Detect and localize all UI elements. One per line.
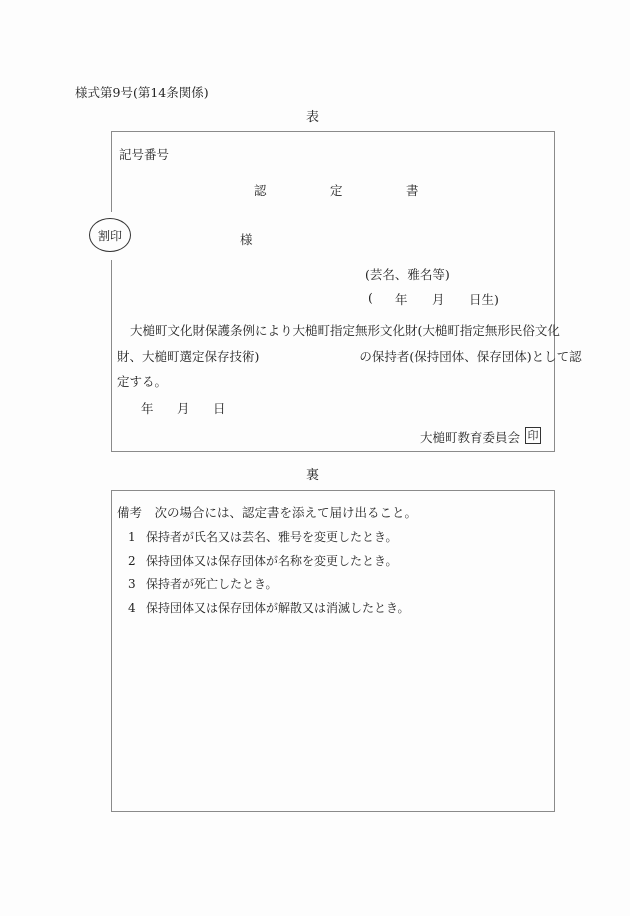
birth-date-line	[368, 290, 499, 308]
birth-day-label: 日生)	[469, 292, 499, 307]
title-char: 定	[330, 183, 343, 198]
addressee-suffix: 様	[240, 232, 253, 247]
certificate-body	[117, 318, 582, 395]
remarks-item-text: 保持者が死亡したとき。	[146, 577, 278, 591]
issue-month-label: 月	[177, 401, 190, 416]
issue-year-label: 年	[141, 401, 154, 416]
title-char: 書	[406, 183, 419, 198]
remarks-item-number: 4	[128, 601, 136, 615]
split-seal-label: 割印	[97, 228, 122, 243]
body-line: 大槌町文化財保護条例により大槌町指定無形文化財(大槌町指定無形民俗文化	[130, 323, 560, 338]
issuer-name: 大槌町教育委員会	[420, 430, 521, 445]
birth-month-label: 月	[432, 292, 445, 307]
remarks-item	[128, 528, 398, 545]
remarks-item	[128, 552, 398, 569]
body-line: 定する。	[117, 374, 168, 389]
remarks-item-text: 保持団体又は保存団体が名称を変更したとき。	[146, 554, 398, 568]
issue-day-label: 日	[213, 401, 226, 416]
remarks-item-number: 1	[128, 530, 136, 544]
split-seal-stamp	[89, 218, 131, 252]
remarks-item-number: 3	[128, 577, 136, 591]
back-section-title: 裏	[306, 468, 320, 483]
issue-date-line	[141, 399, 226, 417]
front-section-title: 表	[306, 110, 320, 125]
birth-open-paren: (	[368, 290, 373, 305]
remarks-item-number: 2	[128, 554, 136, 568]
stage-name-label: (芸名、雅名等)	[365, 267, 450, 282]
remarks-header: 備考 次の場合には、認定書を添えて届け出ること。	[117, 505, 418, 520]
body-line: 財、大槌町選定保存技術) の保持者(保持団体、保存団体)として認	[117, 348, 582, 364]
issuer-seal-stamp: 印	[525, 427, 541, 444]
birth-year-label: 年	[395, 292, 408, 307]
title-char: 認	[254, 183, 267, 198]
remarks-item	[128, 575, 278, 592]
remarks-item	[128, 599, 410, 616]
remarks-item-text: 保持団体又は保存団体が解散又は消滅したとき。	[146, 601, 410, 615]
form-number: 様式第9号(第14条関係)	[75, 85, 209, 100]
remarks-item-text: 保持者が氏名又は芸名、雅号を変更したとき。	[146, 530, 398, 544]
certificate-title	[254, 181, 482, 199]
record-number-label: 記号番号	[119, 147, 170, 162]
